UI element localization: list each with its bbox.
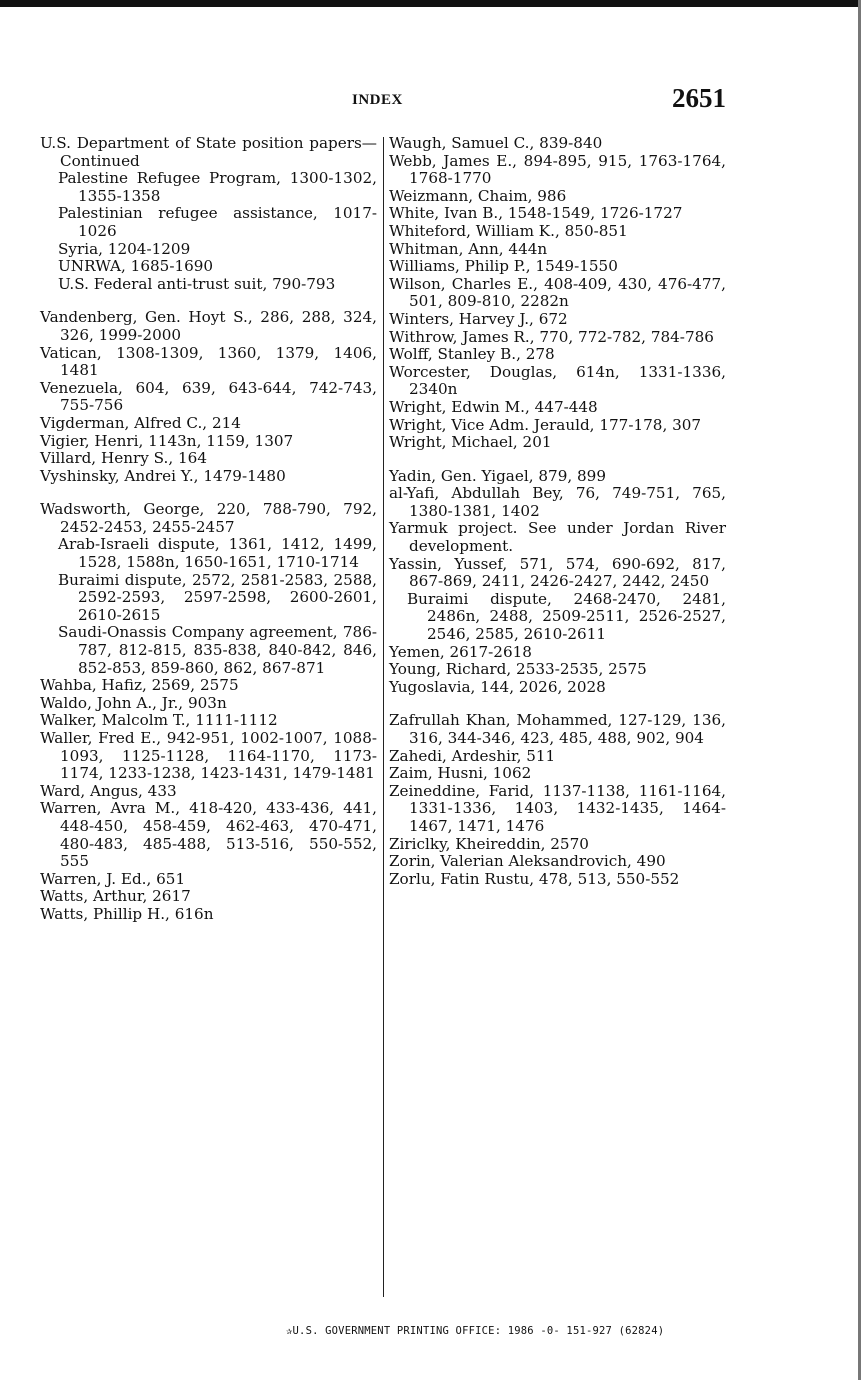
index-entry: Zorin, Valerian Aleksandrovich, 490 bbox=[389, 852, 666, 871]
letter-group-gap bbox=[40, 293, 377, 309]
index-entry: Wright, Vice Adm. Jerauld, 177-178, 307 bbox=[389, 415, 702, 434]
index-entry: Young, Richard, 2533-2535, 2575 bbox=[389, 660, 647, 679]
letter-group-gap bbox=[389, 452, 726, 468]
index-entry: Whitman, Ann, 444n bbox=[389, 239, 548, 258]
index-entry: Waugh, Samuel C., 839-840 bbox=[389, 134, 603, 152]
index-entry: Vatican, 1308-1309, 1360, 1379, 1406, 1481 bbox=[40, 343, 377, 380]
letter-group-gap bbox=[389, 696, 726, 712]
index-subentry: U.S. Federal anti-trust suit, 790-793 bbox=[58, 274, 336, 293]
index-column-right bbox=[389, 135, 726, 888]
index-subentry: Palestine Refugee Program, 1300-1302, 1355-1358 bbox=[58, 169, 377, 205]
index-entry: Zeineddine, Farid, 1137-1138, 1161-1164, 1331-1336, 1403, 1432-1435, 1464-1467, 1471, 1476 bbox=[389, 781, 726, 835]
index-entry: Worcester, Douglas, 614n, 1331-1336, 2340n bbox=[389, 362, 726, 399]
index-column-left bbox=[40, 135, 377, 924]
index-entry: Warren, J. Ed., 651 bbox=[40, 869, 186, 888]
index-entry: Yugoslavia, 144, 2026, 2028 bbox=[389, 677, 606, 696]
top-edge-rule bbox=[0, 0, 861, 7]
running-head: INDEX bbox=[352, 92, 403, 108]
index-entry: Warren, Avra M., 418-420, 433-436, 441, 448-450, 458-459, 462-463, 470-471, 480-483, 485-488, 513-516, 550-552, 555 bbox=[40, 799, 377, 871]
index-entry: Wright, Michael, 201 bbox=[389, 433, 552, 452]
index-entry: Wright, Edwin M., 447-448 bbox=[389, 397, 598, 416]
index-entry: Wilson, Charles E., 408-409, 430, 476-477, 501, 809-810, 2282n bbox=[389, 274, 726, 311]
index-entry: Wahba, Hafiz, 2569, 2575 bbox=[40, 676, 239, 695]
index-subentry: Syria, 1204-1209 bbox=[58, 239, 191, 258]
index-entry: Waldo, John A., Jr., 903n bbox=[40, 693, 227, 712]
index-entry: Wadsworth, George, 220, 788-790, 792, 2452-2453, 2455-2457 bbox=[40, 500, 377, 536]
index-entry: Vigderman, Alfred C., 214 bbox=[40, 413, 241, 432]
index-entry: White, Ivan B., 1548-1549, 1726-1727 bbox=[389, 204, 683, 223]
index-subentry: Arab-Israeli dispute, 1361, 1412, 1499, 1528, 1588n, 1650-1651, 1710-1714 bbox=[58, 535, 377, 572]
index-entry: Watts, Phillip H., 616n bbox=[40, 904, 214, 923]
index-entry: Williams, Philip P., 1549-1550 bbox=[389, 257, 618, 276]
index-entry: Ziriclky, Kheireddin, 2570 bbox=[389, 834, 589, 853]
index-entry: Wolff, Stanley B., 278 bbox=[389, 345, 555, 364]
index-entry: Vyshinsky, Andrei Y., 1479-1480 bbox=[40, 466, 286, 485]
letter-group-gap bbox=[40, 485, 377, 501]
index-entry: Yemen, 2617-2618 bbox=[389, 642, 532, 661]
index-entry: Walker, Malcolm T., 1111-1112 bbox=[40, 711, 278, 730]
index-entry: U.S. Department of State position papers—Continued bbox=[40, 134, 377, 170]
index-entry: al-Yafi, Abdullah Bey, 76, 749-751, 765, 1380-1381, 1402 bbox=[389, 484, 726, 520]
index-subentry: Palestinian refugee assistance, 1017-1026 bbox=[58, 204, 377, 240]
index-subentry: UNRWA, 1685-1690 bbox=[58, 257, 214, 276]
index-subentry: Saudi-Onassis Company agreement, 786-787, 812-815, 835-838, 840-842, 846, 852-853, 859-860, 862, 867-871 bbox=[58, 623, 377, 677]
index-entry: Zahedi, Ardeshir, 511 bbox=[389, 746, 556, 765]
index-entry: Watts, Arthur, 2617 bbox=[40, 887, 191, 906]
index-entry: Venezuela, 604, 639, 643-644, 742-743, 755-756 bbox=[40, 378, 377, 415]
index-subentry: Buraimi dispute, 2572, 2581-2583, 2588, 2592-2593, 2597-2598, 2600-2601, 2610-2615 bbox=[58, 570, 377, 624]
page-number: 2651 bbox=[672, 83, 726, 113]
index-entry: Yarmuk project. See under Jordan River development. bbox=[389, 519, 726, 556]
index-entry: Zaim, Husni, 1062 bbox=[389, 764, 532, 783]
index-entry: Vigier, Henri, 1143n, 1159, 1307 bbox=[40, 431, 294, 450]
index-entry: Zafrullah Khan, Mohammed, 127-129, 136, 316, 344-346, 423, 485, 488, 902, 904 bbox=[389, 711, 726, 747]
printing-office-footer: ✰U.S. GOVERNMENT PRINTING OFFICE: 1986 -0- 151-927 (62824) bbox=[286, 1325, 665, 1337]
index-entry: Whiteford, William K., 850-851 bbox=[389, 221, 628, 240]
index-entry: Winters, Harvey J., 672 bbox=[389, 309, 568, 328]
column-divider bbox=[383, 137, 384, 1297]
index-entry: Yadin, Gen. Yigael, 879, 899 bbox=[389, 466, 606, 485]
index-entry: Yassin, Yussef, 571, 574, 690-692, 817, 867-869, 2411, 2426-2427, 2442, 2450 bbox=[389, 554, 726, 591]
index-entry: Withrow, James R., 770, 772-782, 784-786 bbox=[389, 327, 714, 346]
index-entry: Vandenberg, Gen. Hoyt S., 286, 288, 324, 326, 1999-2000 bbox=[40, 308, 377, 344]
index-entry: Ward, Angus, 433 bbox=[40, 781, 177, 800]
index-entry: Villard, Henry S., 164 bbox=[40, 449, 207, 468]
index-entry: Weizmann, Chaim, 986 bbox=[389, 186, 567, 205]
index-entry: Zorlu, Fatin Rustu, 478, 513, 550-552 bbox=[389, 869, 680, 888]
index-subentry: Buraimi dispute, 2468-2470, 2481, 2486n, 2488, 2509-2511, 2526-2527, 2546, 2585, 2610-2611 bbox=[407, 589, 726, 644]
index-entry: Waller, Fred E., 942-951, 1002-1007, 1088-1093, 1125-1128, 1164-1170, 1173-1174, 1233-1238, 1423-1431, 1479-1481 bbox=[40, 729, 377, 783]
index-entry: Webb, James E., 894-895, 915, 1763-1764, 1768-1770 bbox=[389, 151, 726, 188]
